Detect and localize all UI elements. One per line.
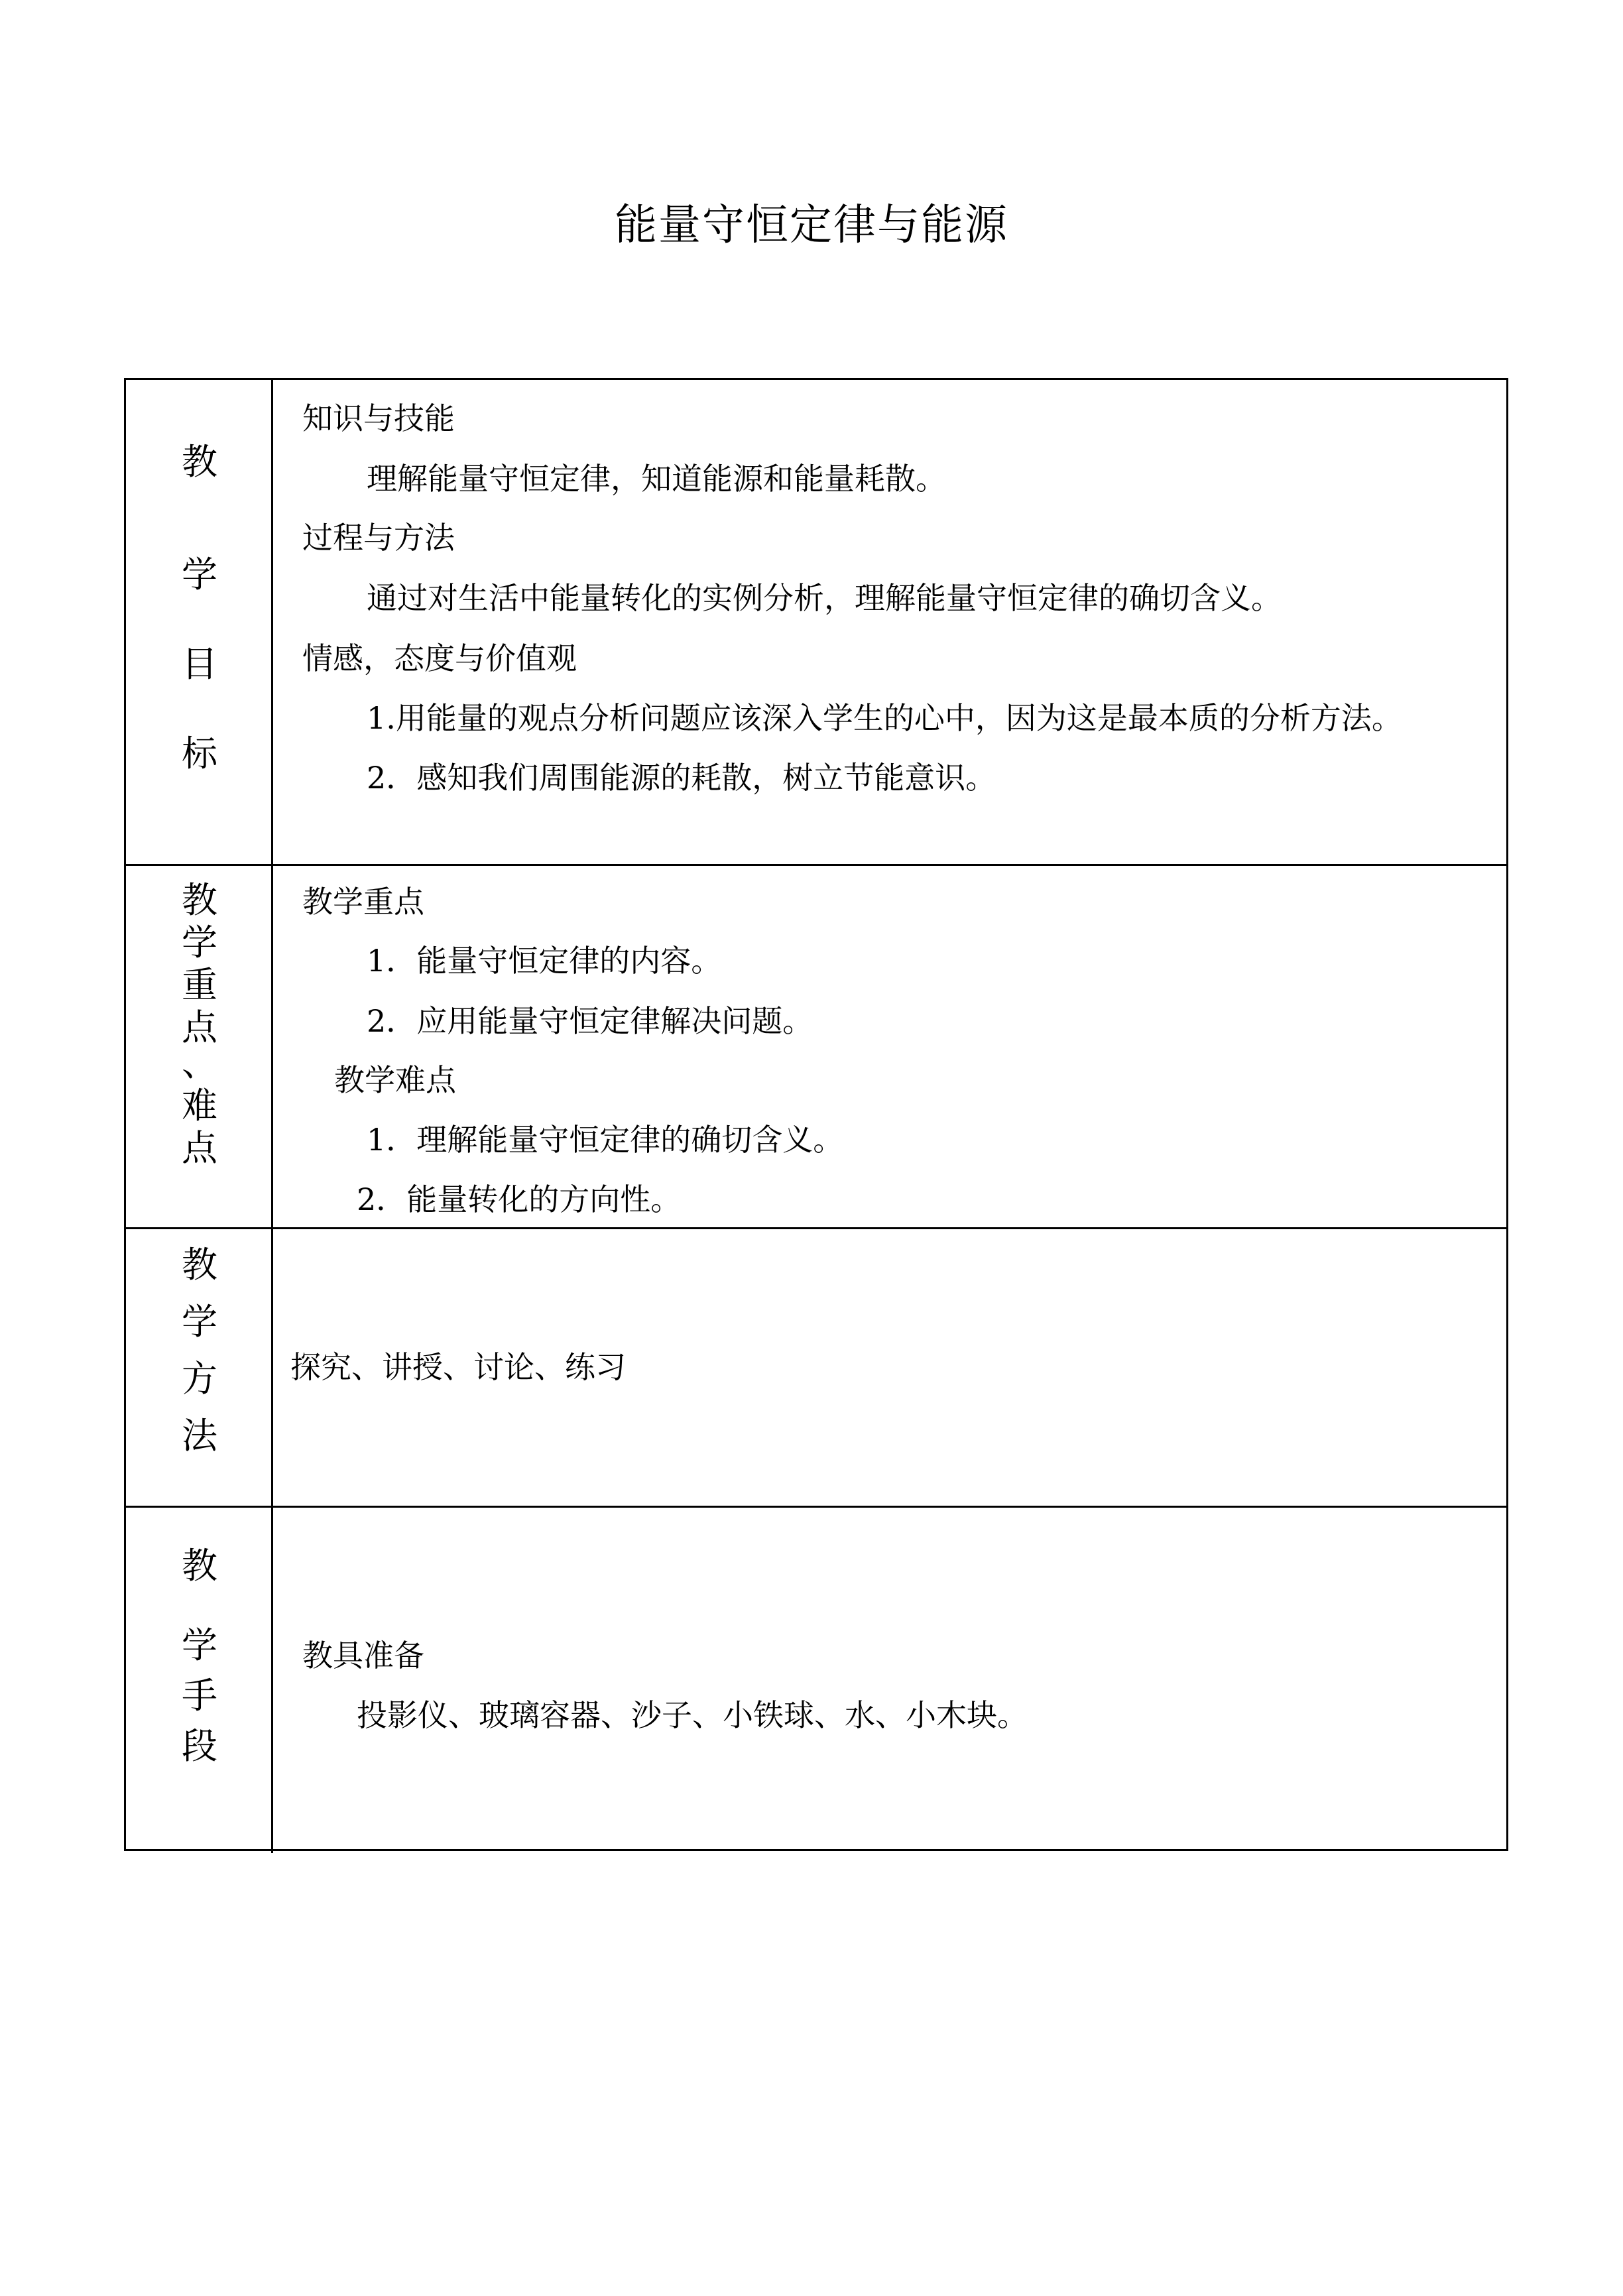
label-char: 教 <box>182 879 217 921</box>
label-char: 手 <box>182 1675 217 1717</box>
content-line: 2．能量转化的方向性。 <box>357 1181 682 1217</box>
label-char: 标 <box>182 733 217 774</box>
content-line: 1.用能量的观点分析问题应该深入学生的心中，因为这是最本质的分析方法。 <box>367 700 1402 736</box>
label-char: 目 <box>182 643 217 685</box>
section-heading: 教具准备 <box>302 1638 424 1673</box>
row-teaching-means <box>126 1508 1506 1853</box>
label-char: 教 <box>182 1545 217 1587</box>
row-teaching-goals <box>126 380 1506 866</box>
lesson-plan-table <box>124 378 1508 1851</box>
label-char: 重 <box>182 964 217 1006</box>
section-heading: 过程与方法 <box>302 520 455 556</box>
content-teaching-goals <box>273 380 1506 864</box>
content-line: 1．理解能量守恒定律的确切含义。 <box>367 1122 844 1158</box>
label-char: 难 <box>182 1085 217 1126</box>
label-char: 学 <box>182 1624 217 1666</box>
section-heading: 教学难点 <box>334 1062 456 1098</box>
label-char: 、 <box>182 1042 217 1084</box>
content-teaching-means <box>273 1508 1506 1853</box>
row-teaching-methods <box>126 1229 1506 1508</box>
content-line: 理解能量守恒定律，知道能源和能量耗散。 <box>367 461 946 497</box>
label-char: 学 <box>182 1301 217 1343</box>
content-line: 2．应用能量守恒定律解决问题。 <box>367 1003 813 1039</box>
label-char: 法 <box>182 1415 217 1457</box>
section-heading: 知识与技能 <box>302 400 455 436</box>
label-char: 点 <box>182 1006 217 1048</box>
label-char: 教 <box>182 441 217 483</box>
label-char: 学 <box>182 922 217 963</box>
content-line: 通过对生活中能量转化的实例分析，理解能量守恒定律的确切含义。 <box>367 580 1282 616</box>
content-key-points <box>273 866 1506 1227</box>
label-char: 段 <box>182 1725 217 1767</box>
content-line: 2．感知我们周围能源的耗散，树立节能意识。 <box>367 760 996 796</box>
label-char: 学 <box>182 554 217 595</box>
section-heading: 情感，态度与价值观 <box>302 640 577 676</box>
label-char: 方 <box>182 1358 217 1400</box>
content-line: 投影仪、玻璃容器、沙子、小铁球、水、小木块。 <box>357 1697 1028 1733</box>
content-line: 1．能量守恒定律的内容。 <box>367 943 722 979</box>
label-char: 教 <box>182 1244 217 1286</box>
page-title: 能量守恒定律与能源 <box>615 201 1008 250</box>
methods-text: 探究、讲授、讨论、练习 <box>290 1349 626 1385</box>
label-char: 点 <box>182 1127 217 1169</box>
label-teaching-methods <box>126 1229 273 1506</box>
label-teaching-goals <box>126 380 273 864</box>
content-teaching-methods <box>273 1229 1506 1506</box>
section-heading: 教学重点 <box>302 884 424 920</box>
row-key-points <box>126 866 1506 1229</box>
label-key-points <box>126 866 273 1227</box>
label-teaching-means <box>126 1508 273 1853</box>
